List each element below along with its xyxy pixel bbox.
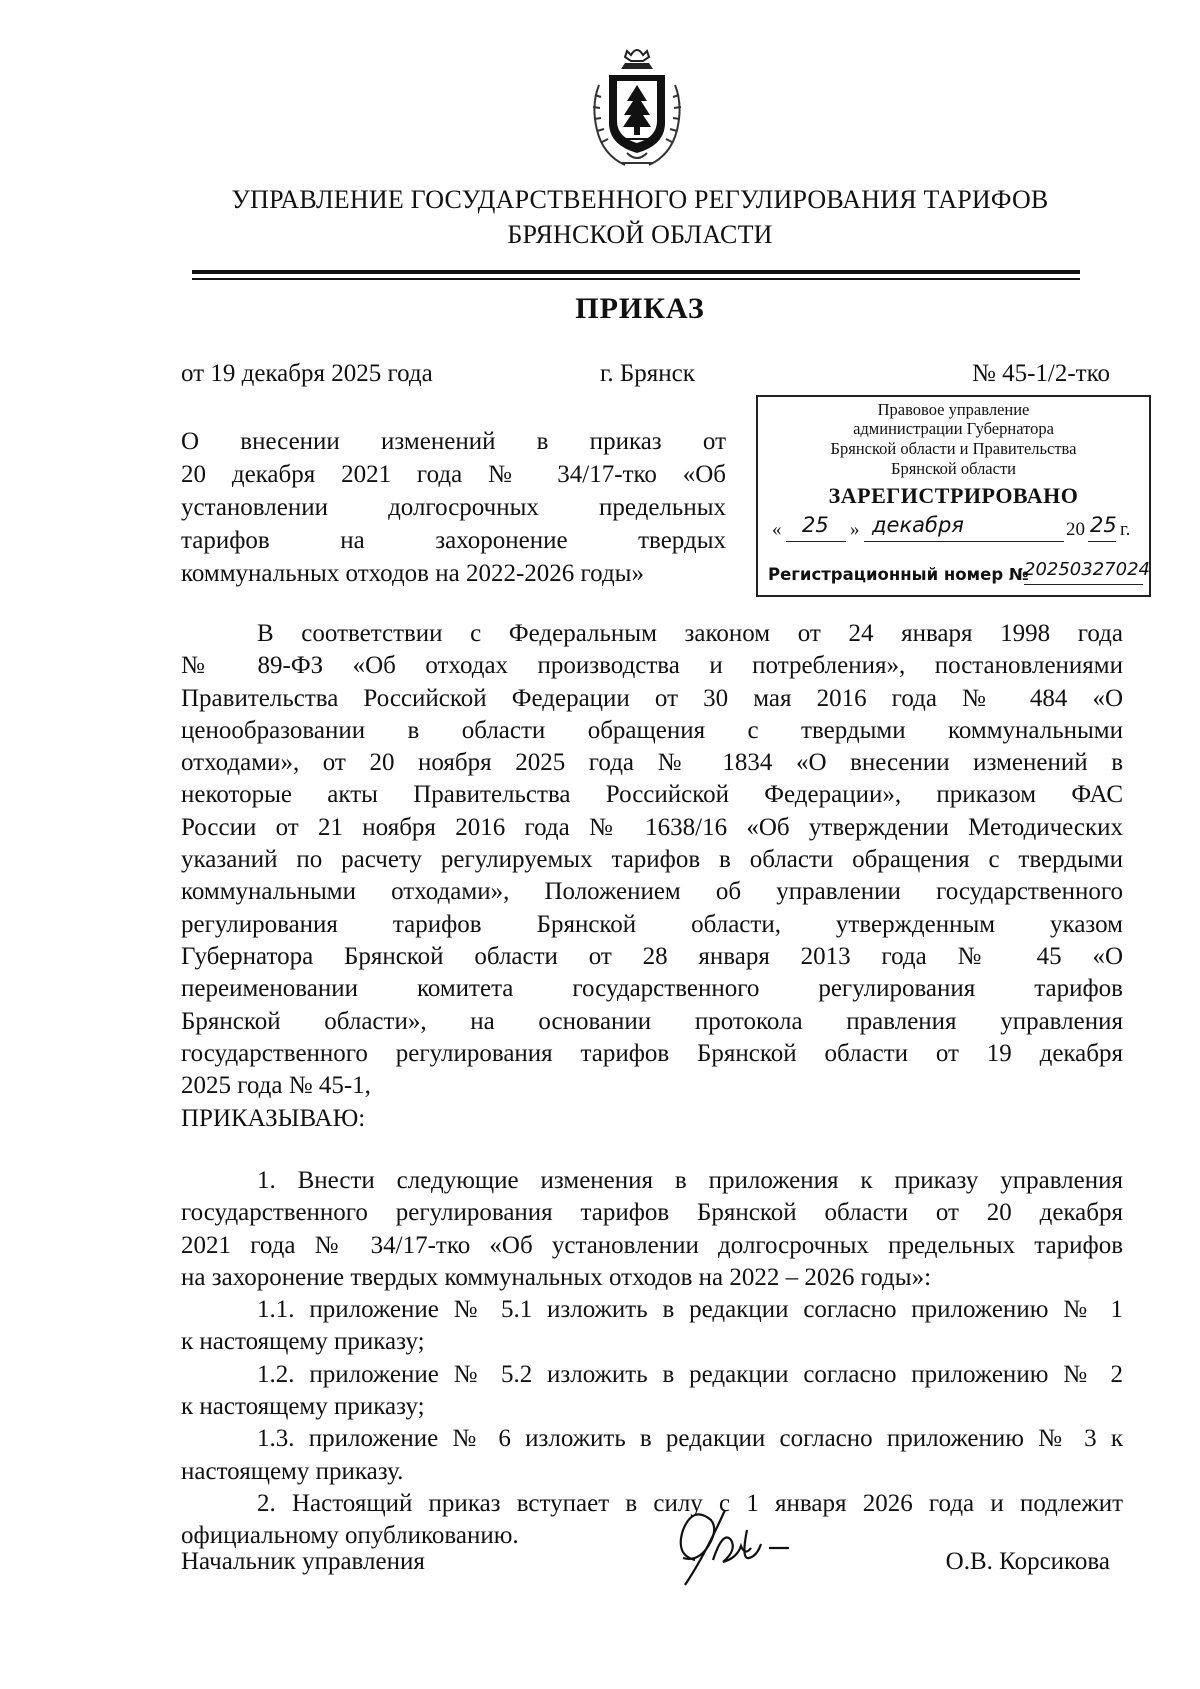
order-number: № 45-1/2-тко [971, 360, 1110, 387]
order-item-line: к настоящему приказу; [181, 1393, 425, 1421]
stamp-date [772, 513, 1139, 545]
stamp-day-handwritten: 25 [802, 513, 829, 537]
stamp-year-suffix: г. [1120, 519, 1131, 540]
stamp-regnum-label: Регистрационный номер № [768, 565, 1029, 584]
stamp-issuer-line-4: Брянской области [890, 459, 1016, 478]
stamp-month-handwritten: декабря [872, 513, 964, 537]
stamp-registered-label: ЗАРЕГИСТРИРОВАНО [828, 483, 1079, 508]
preamble-line: Правительства Российской Федерации от 30 мая 2016 года № 484 «О [181, 684, 1123, 712]
order-item-line: 1.3. приложение № 6 изложить в редакции согласно приложению № 3 к [257, 1425, 1123, 1453]
order-date: от 19 декабря 2025 года [181, 360, 433, 387]
preamble-paragraph [181, 618, 1123, 1102]
stamp-month-underline [864, 541, 1064, 542]
handwritten-signature [655, 1500, 815, 1595]
order-item-line: к настоящему приказу; [181, 1328, 425, 1356]
header-rule-thick [192, 270, 1080, 274]
preamble-line: Брянской области», на основании протокола правления управления [181, 1007, 1123, 1035]
order-subject [181, 425, 726, 590]
header-rule-thin [192, 278, 1080, 280]
order-item-line: 2021 года № 34/17-тко «Об установлении долгосрочных предельных тарифов [181, 1231, 1123, 1259]
subject-line: 20 декабря 2021 года № 34/17-тко «Об [181, 461, 726, 488]
order-item-line: 1.2. приложение № 5.2 изложить в редакции согласно приложению № 2 [257, 1360, 1123, 1388]
preamble-line: коммунальными отходами», Положением об управлении государственного [181, 878, 1123, 906]
preamble-line: № 89-ФЗ «Об отходах производства и потребления», постановлениями [181, 652, 1123, 680]
order-item-line: 1. Внести следующие изменения в приложения к приказу управления [257, 1167, 1123, 1194]
stamp-issuer-line-1: Правовое управление [877, 400, 1030, 419]
organization-name-line-2: БРЯНСКОЙ ОБЛАСТИ [507, 220, 773, 249]
subject-line: О внесении изменений в приказ от [181, 428, 726, 455]
preamble-line: регулирования тарифов Брянской области, утвержденным указом [181, 910, 1123, 938]
preamble-line: ценообразовании в области обращения с твердыми коммунальными [181, 716, 1123, 744]
order-item-line: настоящему приказу. [181, 1457, 404, 1485]
order-item-line: 2. Настоящий приказ вступает в силу с 1 января 2026 года и подлежит [257, 1489, 1123, 1517]
preamble-line: указаний по расчету регулируемых тарифов в области обращения с твердыми [181, 846, 1123, 874]
stamp-regnum-handwritten: 20250327024 [1024, 559, 1150, 580]
stamp-year-prefix: 20 [1066, 519, 1085, 540]
subject-line: тарифов на захоронение твердых [181, 527, 726, 554]
signatory-title: Начальник управления [181, 1548, 425, 1575]
stamp-year-handwritten: 25 [1090, 513, 1117, 537]
stamp-issuer-line-3: Брянской области и Правительства [830, 439, 1077, 458]
preamble-line: некоторые акты Правительства Российской Федерации», приказом ФАС [181, 781, 1123, 809]
preamble-line: 2025 года № 45-1, [181, 1072, 371, 1100]
preamble-line: Губернатора Брянской области от 28 января 2013 года № 45 «О [181, 942, 1123, 970]
stamp-year-underline [1088, 541, 1116, 542]
stamp-registration-number [768, 559, 1150, 589]
organization-name-line-1: УПРАВЛЕНИЕ ГОСУДАРСТВЕННОГО РЕГУЛИРОВАНИЯ ТАРИФОВ [231, 185, 1049, 214]
document-title: ПРИКАЗ [575, 292, 705, 325]
stamp-day-underline [786, 541, 846, 542]
order-items [181, 1165, 1123, 1553]
order-item-line: официальному опубликованию. [181, 1522, 519, 1550]
order-item-line: на захоронение твердых коммунальных отходов на 2022 – 2026 годы»: [181, 1263, 932, 1291]
signatory-name: О.В. Корсикова [945, 1548, 1110, 1575]
order-directive-word: ПРИКАЗЫВАЮ: [181, 1105, 366, 1132]
order-city: г. Брянск [600, 360, 695, 387]
preamble-line: переименовании комитета государственного регулирования тарифов [181, 975, 1123, 1003]
preamble-line: государственного регулирования тарифов Брянской области от 19 декабря [181, 1039, 1123, 1067]
registration-stamp [756, 395, 1151, 597]
subject-line: коммунальных отходов на 2022-2026 годы» [181, 560, 644, 587]
stamp-open-quote: « [772, 519, 782, 540]
order-item-line: государственного регулирования тарифов Брянской области от 20 декабря [181, 1199, 1123, 1227]
stamp-close-quote: » [850, 519, 860, 540]
preamble-line: России от 21 ноября 2016 года № 1638/16 «Об утверждении Методических [181, 813, 1123, 841]
stamp-issuer-line-2: администрации Губернатора [853, 419, 1054, 438]
order-item-line: 1.1. приложение № 5.1 изложить в редакции согласно приложению № 1 [257, 1296, 1123, 1324]
coat-of-arms-emblem [587, 45, 687, 173]
preamble-line: В соответствии с Федеральным законом от 24 января 1998 года [257, 620, 1123, 647]
preamble-line: отходами», от 20 ноября 2025 года № 1834 «О внесении изменений в [181, 749, 1123, 777]
stamp-regnum-underline [1024, 584, 1143, 585]
subject-line: установлении долгосрочных предельных [181, 494, 726, 521]
